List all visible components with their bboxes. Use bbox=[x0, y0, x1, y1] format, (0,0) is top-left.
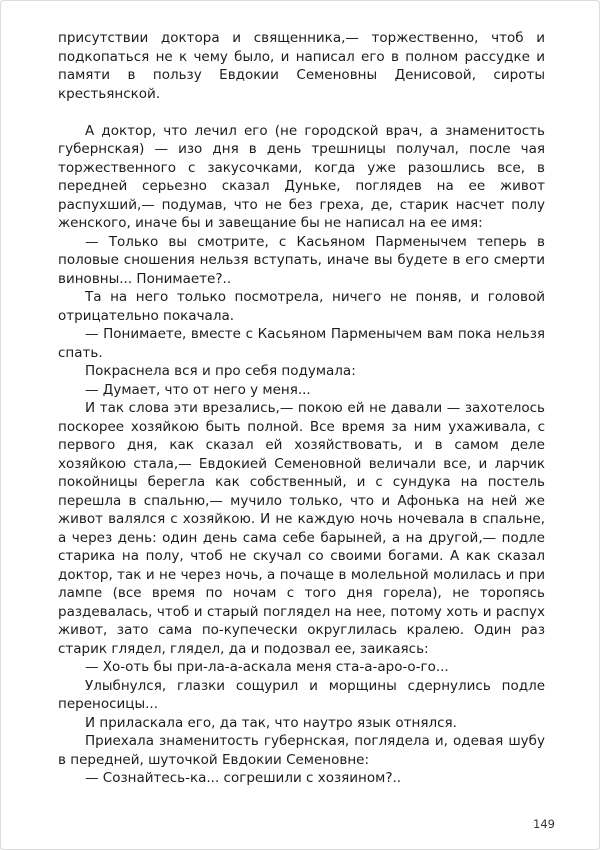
page-text bbox=[58, 29, 545, 788]
paragraph: — Только вы смотрите, с Касьяном Парменычем теперь в половые сношения нельзя вступать, иначе вы будете в его смерти виновны... Понимаете?.. bbox=[58, 233, 545, 287]
paragraph: И так слова эти врезались,— покою ей не давали — захотелось поскорее хозяйкою быть полной. Все время за ним ухаживала, с первого дня, как сказал ей хозяйствовать, и в самом деле хозяйкою стала,— Евдокией Семеновной величали все, и ларчик покойницы берегла как собственный, и с сундука на постель перешла в спальню,— мучило только, что и Афонька на ней же живот валялся с хозяйкою. И не каждую ночь ночевала в спальне, а через день: один день сама себе барыней, а на другой,— подле старика на полу, чтоб не скучал со своими богами. А как сказал доктор, так и не через ночь, а почаще в молельной молилась и при лампе (все время по ночам с того дня горела), не торопясь раздевалась, чтоб и старый поглядел на нее, потому хоть и распух живот, зато сама по-купечески округлилась кралею. Один раз старик глядел, глядел, да и подозвал ее, заикаясь: bbox=[58, 400, 545, 657]
paragraph: — Думает, что от него у меня... bbox=[85, 381, 311, 398]
paragraph: — Понимаете, вместе с Касьяном Парменычем вам пока нельзя спать. bbox=[58, 326, 545, 361]
paragraph: Улыбнулся, глазки сощурил и морщины сдернулись подле переносицы... bbox=[58, 677, 545, 712]
paragraph: Приехала знаменитость губернская, поглядела и, одевая шубу в передней, шуточкой Евдокии Семеновне: bbox=[58, 733, 545, 768]
paragraph: А доктор, что лечил его (не городской врач, а знаменитость губернская) — изо дня в день трешницы получал, после чая торжественного с закусочками, когда уже разошлись все, в передней серьезно сказал Дуньке, поглядев на ее живот распухший,— подумав, что не без греха, де, старик насчет полу женского, иначе бы и завещание бы не написал на ее имя: bbox=[58, 122, 545, 231]
page-number: 149 bbox=[533, 817, 555, 831]
paragraph: Та на него только посмотрела, ничего не поняв, и головой отрицательно покачала. bbox=[58, 289, 545, 324]
paragraph: — Хо-оть бы при-ла-а-аскала меня ста-а-аро-о-го... bbox=[85, 659, 449, 675]
paragraph: присутствии доктора и священника,— торжественно, чтоб и подкопаться не к чему было, и написал его в полном рассудке и памяти в пользу Евдокии Семеновны Денисовой, сироты крестьянской. bbox=[58, 30, 545, 102]
paragraph: Покраснела вся и про себя подумала: bbox=[85, 363, 356, 379]
paragraph: — Сознайтесь-ка... согрешили с хозяином?.. bbox=[85, 770, 402, 786]
paragraph: И приласкала его, да так, что наутро язык отнялся. bbox=[85, 714, 457, 731]
